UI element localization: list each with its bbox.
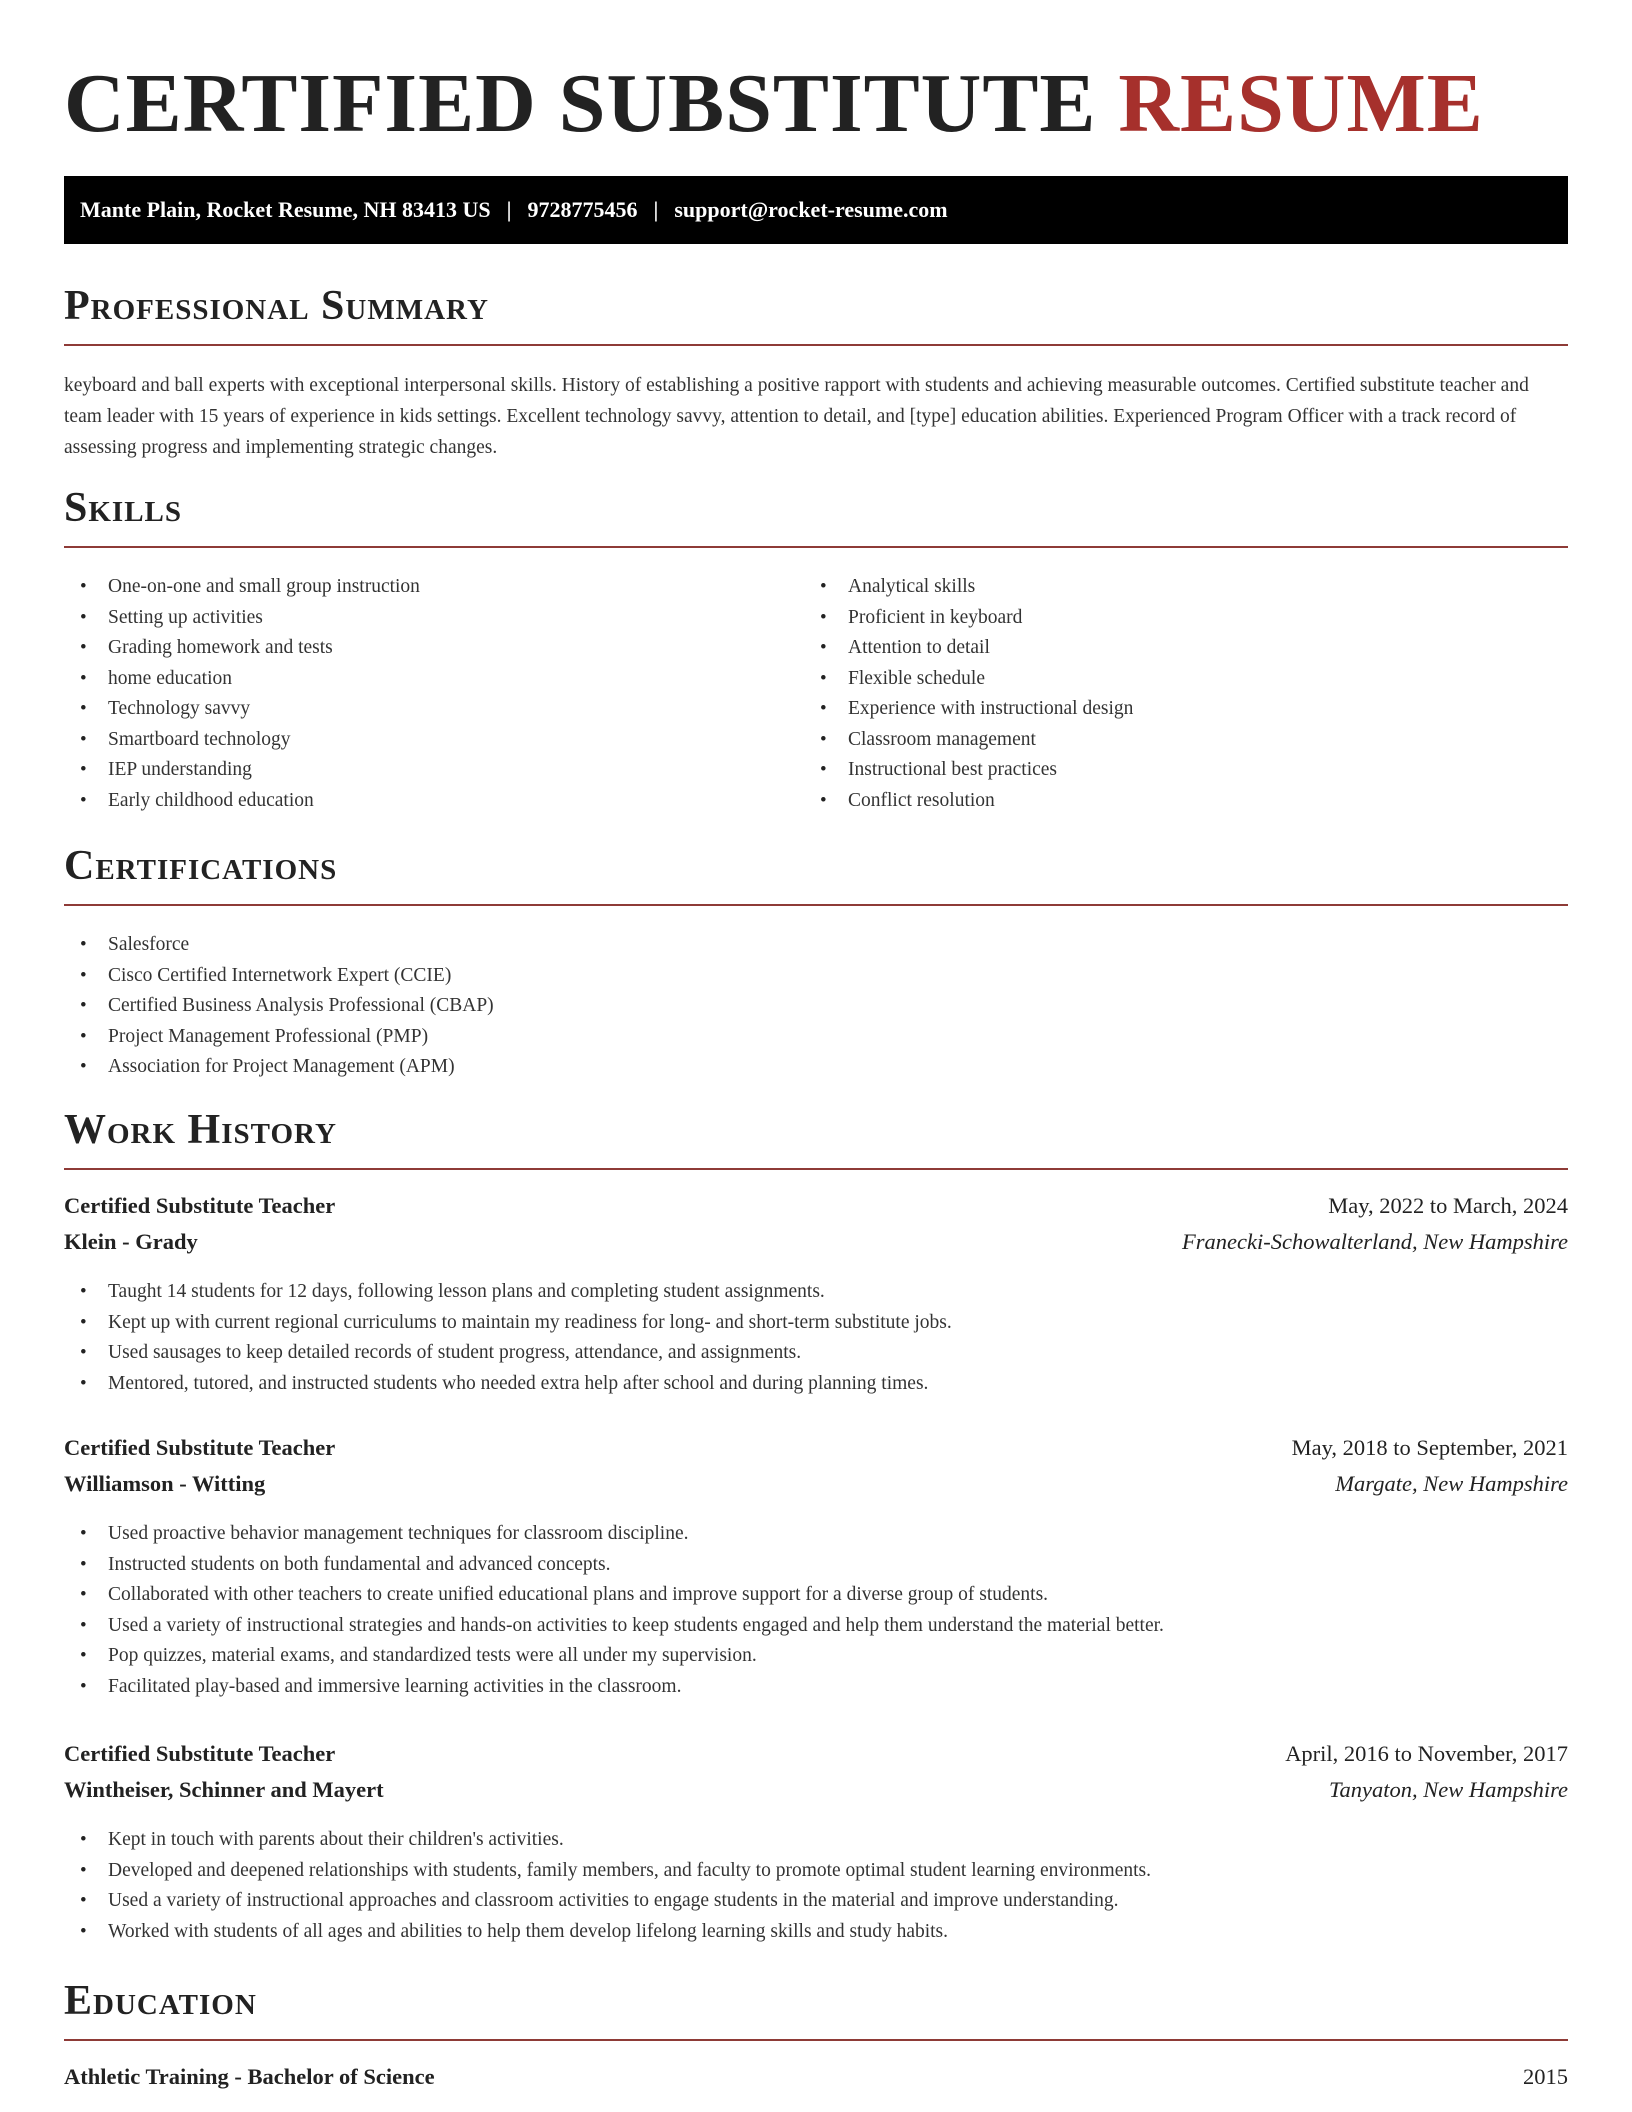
job-bullet: • Facilitated play-based and immersive learning activities in the classroom. (64, 1672, 1568, 1703)
contact-separator: | (506, 197, 512, 222)
skills-list-right (804, 572, 1544, 816)
skill-item: • Classroom management (804, 725, 1544, 756)
skill-item: • One-on-one and small group instruction (64, 572, 804, 603)
job-bullet: • Instructed students on both fundamental and advanced concepts. (64, 1550, 1568, 1581)
skill-item: • IEP understanding (64, 755, 804, 786)
skill-item: • Smartboard technology (64, 725, 804, 756)
job-bullet: • Used sausages to keep detailed records of student progress, attendance, and assignments. (64, 1338, 1568, 1369)
job-bullets (64, 1277, 1568, 1399)
job-location: Franecki-Schowalterland, New Hampshire (1182, 1229, 1568, 1254)
job-header-row (64, 1741, 1568, 1777)
job-header-row (64, 1435, 1568, 1471)
certification-item: • Project Management Professional (PMP) (64, 1022, 494, 1053)
contact-address: Mante Plain, Rocket Resume, NH 83413 US (80, 197, 491, 222)
job-company: Klein - Grady (64, 1229, 198, 1254)
section-heading-summary: Professional Summary (64, 282, 1568, 346)
contact-email: support@rocket-resume.com (674, 197, 948, 222)
job-company-row (64, 1471, 1568, 1507)
job-entry (64, 1193, 1568, 1399)
job-bullet: • Used a variety of instructional strategies and hands-on activities to keep students engaged and help them understand the material better. (64, 1611, 1568, 1642)
job-dates: May, 2022 to March, 2024 (1328, 1193, 1568, 1218)
certification-item: • Salesforce (64, 930, 494, 961)
certification-item: • Association for Project Management (APM) (64, 1052, 494, 1083)
job-title: Certified Substitute Teacher (64, 1741, 336, 1766)
job-bullets (64, 1825, 1568, 1947)
job-location: Margate, New Hampshire (1335, 1471, 1568, 1496)
skill-item: • Setting up activities (64, 603, 804, 634)
job-bullet: • Collaborated with other teachers to create unified educational plans and improve support for a diverse group of students. (64, 1580, 1568, 1611)
job-title: Certified Substitute Teacher (64, 1435, 336, 1460)
education-year: 2015 (1523, 2064, 1568, 2089)
skill-item: • Attention to detail (804, 633, 1544, 664)
job-company: Wintheiser, Schinner and Mayert (64, 1777, 384, 1802)
job-company: Williamson - Witting (64, 1471, 266, 1496)
job-header-row (64, 1193, 1568, 1229)
job-title: Certified Substitute Teacher (64, 1193, 336, 1218)
job-bullet: • Used proactive behavior management techniques for classroom discipline. (64, 1519, 1568, 1550)
job-location: Tanyaton, New Hampshire (1329, 1777, 1568, 1802)
resume-title (64, 56, 1484, 152)
education-header-row (64, 2064, 1568, 2100)
certification-item: • Certified Business Analysis Professional (CBAP) (64, 991, 494, 1022)
skill-item: • Early childhood education (64, 786, 804, 817)
education-degree: Athletic Training - Bachelor of Science (64, 2064, 435, 2089)
skill-item: • Proficient in keyboard (804, 603, 1544, 634)
job-bullet: • Used a variety of instructional approaches and classroom activities to engage students in the material and improve understanding. (64, 1886, 1568, 1917)
section-heading-work-history: Work History (64, 1106, 1568, 1170)
skill-item: • Instructional best practices (804, 755, 1544, 786)
education-entry (64, 2064, 1568, 2100)
skill-item: • Experience with instructional design (804, 694, 1544, 725)
job-bullet: • Worked with students of all ages and abilities to help them develop lifelong learning skills and study habits. (64, 1917, 1568, 1948)
resume-title-accent: RESUME (1118, 57, 1484, 150)
skill-item: • Grading homework and tests (64, 633, 804, 664)
job-dates: April, 2016 to November, 2017 (1285, 1741, 1568, 1766)
job-dates: May, 2018 to September, 2021 (1291, 1435, 1568, 1460)
contact-phone: 9728775456 (527, 197, 638, 222)
job-bullets (64, 1519, 1568, 1702)
summary-text: keyboard and ball experts with exceptional interpersonal skills. History of establishing a positive rapport with students and achieving measurable outcomes. Certified substitute teacher and team leader with 15 years of experience in kids settings. Excellent technology savvy, attention to detail, and [type] education abilities. Experienced Program Officer with a track record of assessing progress and implementing strategic changes. (64, 375, 1529, 458)
skill-item: • Analytical skills (804, 572, 1544, 603)
skill-item: • Flexible schedule (804, 664, 1544, 695)
section-heading-skills: Skills (64, 484, 1568, 548)
job-bullet: • Developed and deepened relationships with students, family members, and faculty to promote optimal student learning environments. (64, 1856, 1568, 1887)
job-company-row (64, 1777, 1568, 1813)
skills-list-left (64, 572, 804, 816)
contact-separator: | (653, 197, 659, 222)
job-company-row (64, 1229, 1568, 1265)
section-heading-education: Education (64, 1977, 1568, 2041)
job-bullet: • Kept up with current regional curriculums to maintain my readiness for long- and short-term substitute jobs. (64, 1308, 1568, 1339)
skill-item: • Conflict resolution (804, 786, 1544, 817)
skill-item: • Technology savvy (64, 694, 804, 725)
certifications-list (64, 930, 494, 1083)
section-heading-certifications: Certifications (64, 842, 1568, 906)
certification-item: • Cisco Certified Internetwork Expert (CCIE) (64, 961, 494, 992)
job-bullet: • Kept in touch with parents about their children's activities. (64, 1825, 1568, 1856)
job-entry (64, 1435, 1568, 1702)
skill-item: • home education (64, 664, 804, 695)
job-entry (64, 1741, 1568, 1947)
job-bullet: • Taught 14 students for 12 days, following lesson plans and completing student assignments. (64, 1277, 1568, 1308)
job-bullet: • Mentored, tutored, and instructed students who needed extra help after school and during planning times. (64, 1369, 1568, 1400)
job-bullet: • Pop quizzes, material exams, and standardized tests were all under my supervision. (64, 1641, 1568, 1672)
resume-title-main: CERTIFIED SUBSTITUTE (64, 57, 1097, 150)
contact-bar (64, 176, 1568, 244)
